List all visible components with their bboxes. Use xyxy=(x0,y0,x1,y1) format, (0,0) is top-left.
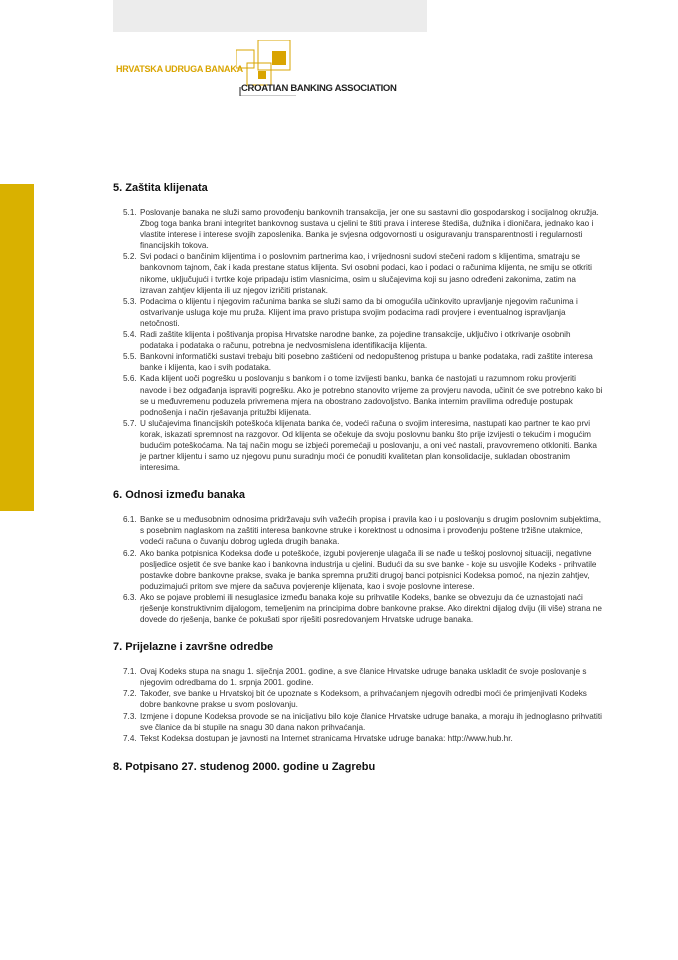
list-item xyxy=(113,688,603,710)
logo-text-english: CROATIAN BANKING ASSOCIATION xyxy=(241,83,397,94)
item-text: U slučajevima financijskih poteškoća klijenata banka će, vodeći računa o svojim interesima, nastupati kao partner te kao prvi korak, iskazati spremnost na razgovor. Od klijenta se očekuje da svoju poslovnu banku što prije izvijesti o tekućim i mogućim budućim poteškoćama. Na taj način mogu se izbjeći poremećaji u poslovanju, a oni već nastali, pravovremeno otkloniti. Banka je partner klijentu i samo uz njegovu punu suradnju moći će ponuditi kvalitetan plan konsolidacije, sukladan obostranim interesima. xyxy=(140,418,597,473)
list-item xyxy=(113,207,603,251)
list-item xyxy=(113,418,603,473)
item-text: Izmjene i dopune Kodeksa provode se na inicijativu bilo koje članice Hrvatske udruge banaka, a moraju ih jednoglasno prihvatiti sve članice da bi stupile na snagu 30 dana nakon prihvaćanja. xyxy=(140,711,602,732)
item-text: Također, sve banke u Hrvatskoj bit će upoznate s Kodeksom, a prihvaćanjem njegovih odredbi moći će primjenjivati Kodeks dobre bankovne prakse u svom poslovanju. xyxy=(140,689,587,710)
section-6 xyxy=(113,489,603,625)
item-text: Svi podaci o bančinim klijentima i o poslovnim partnerima kao, i vrijednosni sudovi stečeni radom s klijentima, smatraju se bankovnom tajnom, čak i kada prestane status klijenta. Svi osobni podaci, kao i podaci o računima klijenta, ne smiju se otkriti nikome, uključujući i tvrtke koje pripadaju istim vlasnicima, osim u slučajevima koji su jasno određeni zakonima, zatim na izravan zahtjev klijenta ili uz njegov izričiti pristanak. xyxy=(140,252,592,295)
document-body xyxy=(113,182,603,786)
section-5 xyxy=(113,182,603,473)
item-number: 5.2. xyxy=(123,252,137,262)
list-item xyxy=(113,329,603,351)
item-text: Ako se pojave problemi ili nesuglasice između banaka koje su prihvatile Kodeks, banke se obvezuju da će uznastojati naći rješenje konstruktivnim dijalogom, temeljenim na principima dobre bankovne prakse. Ako direktni dijalog dviju (ili više) strana ne dovede do rješenja, banke će pokušati spor riješiti posredovanjem Hrvatske udruge banaka. xyxy=(140,592,602,625)
item-text: Ovaj Kodeks stupa na snagu 1. siječnja 2001. godine, a sve članice Hrvatske udruge banaka uskladit će svoje poslovanje s njegovim odredbama do 1. srpnja 2001. godine. xyxy=(140,667,587,688)
item-text: Banke se u međusobnim odnosima pridržavaju svih važećih propisa i pravila kao i u poslovanju s drugim poslovnim subjektima, s posebnim naglaskom na zaštiti interesa bankovne struke i korektnost u odnosima i provođenju poštene tržišne utakmice, vodeći računa o čuvanju dobrog ugleda drugih banaka. xyxy=(140,515,602,547)
list-item xyxy=(113,251,603,295)
item-text: Radi zaštite klijenta i poštivanja propisa Hrvatske narodne banke, za pojedine transakcije, uključivo i otkrivanje osobnih podataka i podataka o računu, potrebna je nedvosmislena identifikacija klijenta. xyxy=(140,330,571,351)
section-title: 5. Zaštita klijenata xyxy=(113,182,208,194)
list-item xyxy=(113,666,603,688)
list-item xyxy=(113,592,603,625)
item-text: Tekst Kodeksa dostupan je javnosti na Internet stranicama Hrvatske udruge banaka: http://www.hub.hr. xyxy=(140,733,513,743)
list-item xyxy=(113,351,603,373)
item-number: 7.3. xyxy=(123,711,137,721)
item-number: 6.3. xyxy=(123,592,137,602)
item-number: 7.2. xyxy=(123,689,137,699)
logo-text-croatian: HRVATSKA UDRUGA BANAKA xyxy=(116,64,243,74)
list-item xyxy=(113,548,603,592)
item-number: 5.3. xyxy=(123,296,137,306)
list-item xyxy=(113,373,603,417)
item-text: Bankovni informatički sustavi trebaju biti posebno zaštićeni od nedopuštenog pristupa u banke podataka, radi zaštite interesa banke i klijenta, kao i svih podataka. xyxy=(140,352,593,373)
item-number: 5.6. xyxy=(123,374,137,384)
item-number: 5.5. xyxy=(123,352,137,362)
section-7 xyxy=(113,641,603,744)
list-item xyxy=(113,733,603,744)
closing-title: 8. Potpisano 27. studenog 2000. godine u Zagrebu xyxy=(113,760,376,773)
item-text: Ako banka potpisnica Kodeksa dođe u poteškoće, izgubi povjerenje ulagača ili se nađe u teškoj poslovnoj situaciji, negativne posljedice osjetit će sve banke kao i bankovna industrija u cjelini. Budući da su sve banke - koje su usvojile Kodeks - prihvatile postavke dobre bankovne prakse, svaka je banka spremna pružiti drugoj banci potpisnici Kodeksa pomoć, na njezin zahtjev, poduzimajući pritom sve mjere da sačuva povjerenje klijenata, kao i svoje poslovne interese. xyxy=(140,548,597,591)
list-item xyxy=(113,296,603,329)
list-item xyxy=(113,711,603,733)
section-title: 7. Prijelazne i završne odredbe xyxy=(113,641,274,654)
item-text: Poslovanje banaka ne služi samo provođenju bankovnih transakcija, jer one su sastavni dio gospodarskog i socijalnog okružja. Zbog toga banka brani integritet bankovnog sustava u cjelini te štiti prava i interese štediša, dužnika i dioničara, jednako kao i vlastite interese i interese svojih zaposlenika. Banka je svjesna odgovornosti u osiguravanju transparentnosti i regularnosti financijskih tokova. xyxy=(140,208,599,251)
item-number: 6.2. xyxy=(123,548,137,558)
item-text: Podacima o klijentu i njegovim računima banka se služi samo da bi omogućila učinkovito upravljanje njegovim računima i ostvarivanje usluga koje mu pruža. Klijent ima pravo pristupa svojim podacima radi provjere i eventualnog ispravljanja netočnosti. xyxy=(140,296,578,328)
item-number: 5.1. xyxy=(123,208,137,217)
item-text: Kada klijent uoči pogrešku u poslovanju s bankom i o tome izvijesti banku, banka će nastojati u razumnom roku provjeriti navode i bez odgađanja ispraviti pogrešku. Ako je potrebno stanovito vrijeme za provjeru navoda, učinit će sve potrebno kako bi se u međuvremenu poduzela privremena mjera na obostrano zadovoljstvo. Banka internim pravilima određuje postupak podnošenja i način rješavanja pritužbi klijenata. xyxy=(140,374,603,417)
item-number: 7.4. xyxy=(123,733,137,743)
item-number: 5.7. xyxy=(123,418,137,428)
yellow-side-bar xyxy=(0,184,34,511)
item-number: 6.1. xyxy=(123,515,137,525)
section-8 xyxy=(113,761,603,774)
section-title: 6. Odnosi između banaka xyxy=(113,489,246,502)
item-number: 7.1. xyxy=(123,667,137,677)
list-item xyxy=(113,514,603,547)
item-number: 5.4. xyxy=(123,330,137,340)
top-gray-bar xyxy=(113,0,427,32)
